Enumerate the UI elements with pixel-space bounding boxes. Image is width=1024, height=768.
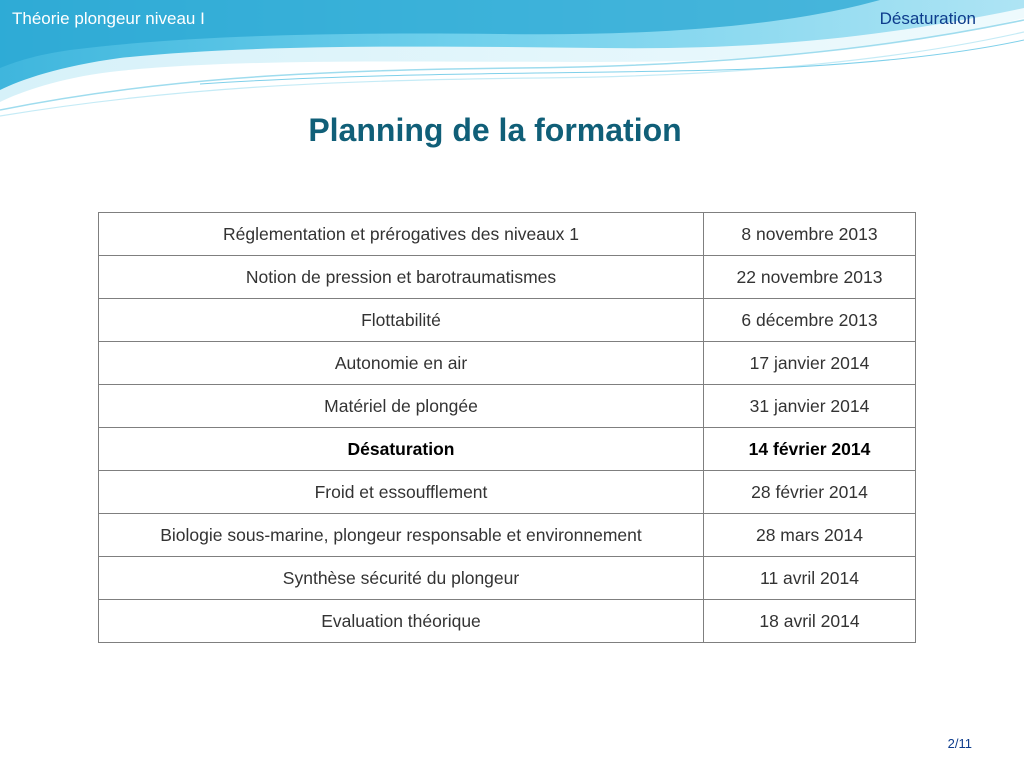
table-row	[99, 514, 916, 557]
topic-cell: Biologie sous-marine, plongeur responsable et environnement	[99, 514, 704, 557]
slide-title: Planning de la formation	[308, 112, 682, 148]
date-cell: 22 novembre 2013	[704, 256, 916, 299]
topic-cell: Flottabilité	[99, 299, 704, 342]
schedule-table	[98, 212, 916, 643]
date-cell: 28 mars 2014	[704, 514, 916, 557]
table-row	[99, 213, 916, 256]
topic-cell: Notion de pression et barotraumatismes	[99, 256, 704, 299]
table-row	[99, 600, 916, 643]
date-cell: 18 avril 2014	[704, 600, 916, 643]
table-row-current	[99, 428, 916, 471]
date-cell: 11 avril 2014	[704, 557, 916, 600]
topic-cell: Synthèse sécurité du plongeur	[99, 557, 704, 600]
topic-cell: Autonomie en air	[99, 342, 704, 385]
date-cell: 6 décembre 2013	[704, 299, 916, 342]
date-cell: 8 novembre 2013	[704, 213, 916, 256]
table-row	[99, 342, 916, 385]
section-title: Désaturation	[879, 9, 976, 28]
course-title: Théorie plongeur niveau I	[12, 9, 205, 28]
date-cell: 28 février 2014	[704, 471, 916, 514]
topic-cell: Matériel de plongée	[99, 385, 704, 428]
topic-cell: Réglementation et prérogatives des niveaux 1	[99, 213, 704, 256]
table-row	[99, 557, 916, 600]
date-cell: 17 janvier 2014	[704, 342, 916, 385]
topic-cell: Froid et essoufflement	[99, 471, 704, 514]
table-row	[99, 256, 916, 299]
date-cell: 14 février 2014	[704, 428, 916, 471]
table-row	[99, 385, 916, 428]
table-row	[99, 299, 916, 342]
date-cell: 31 janvier 2014	[704, 385, 916, 428]
topic-cell: Désaturation	[99, 428, 704, 471]
topic-cell: Evaluation théorique	[99, 600, 704, 643]
table-row	[99, 471, 916, 514]
page-number: 2/11	[947, 736, 972, 751]
